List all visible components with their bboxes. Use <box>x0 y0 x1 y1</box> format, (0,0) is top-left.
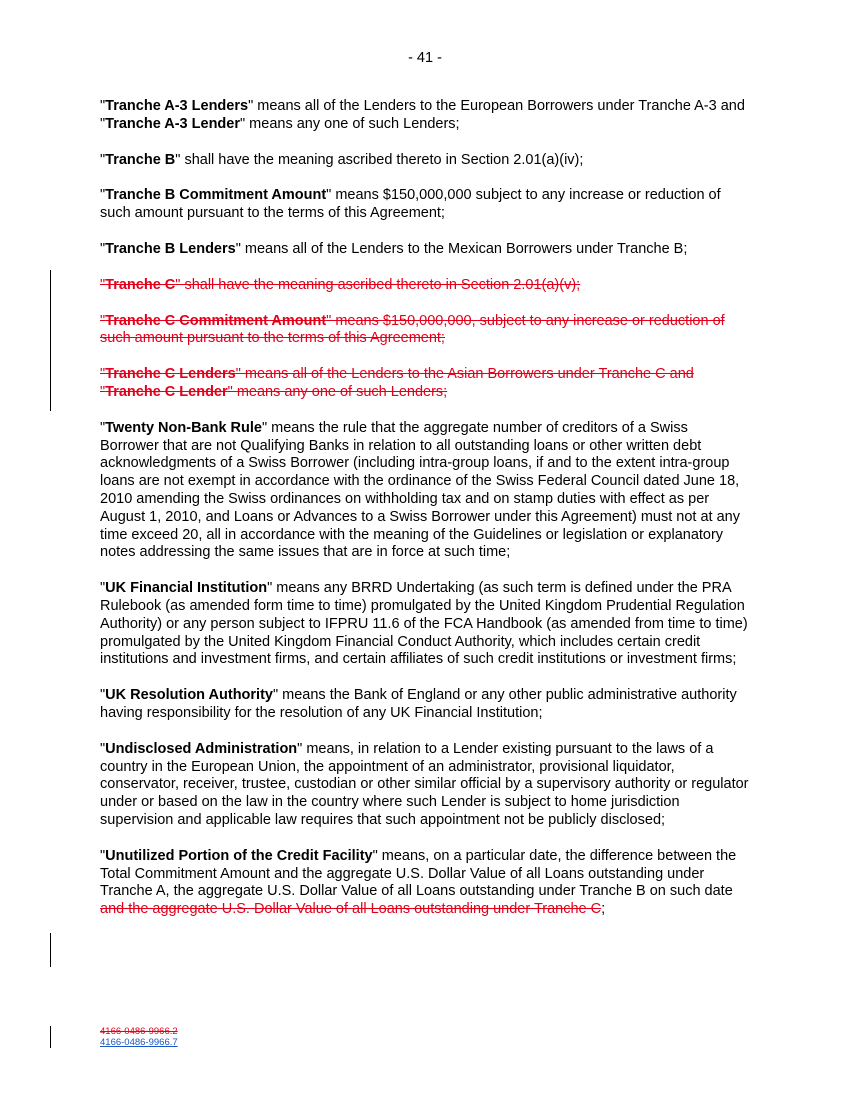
defined-term: Twenty Non-Bank Rule <box>105 419 262 436</box>
new-doc-id: 4166-0486-9966.7 <box>100 1037 178 1048</box>
quote-mark: " <box>100 366 106 383</box>
definition <box>100 187 750 223</box>
definition-text: " means the Bank of England or any other public administrative authority having responsibility for the resolution of any UK Financial Institution; <box>100 687 737 721</box>
definition <box>100 687 750 723</box>
quote-mark: " <box>100 580 106 597</box>
quote-mark: " <box>100 740 106 757</box>
defined-term: Undisclosed Administration <box>105 740 298 757</box>
definition <box>100 152 750 170</box>
definition <box>100 420 750 562</box>
quote-mark: " <box>100 240 106 257</box>
footer-doc-ids <box>100 1026 178 1048</box>
deleted-definition <box>100 313 750 349</box>
defined-term: Tranche B Lenders <box>105 240 236 257</box>
deleted-text: and the aggregate U.S. Dollar Value of all Loans outstanding under Tranche C <box>100 901 602 918</box>
definition <box>100 580 750 669</box>
definition-text: " means any one of such Lenders; <box>240 115 460 132</box>
definition <box>100 848 750 919</box>
deleted-definition <box>100 366 750 402</box>
deleted-definition <box>100 277 750 295</box>
defined-term: Tranche A-3 Lender <box>105 115 240 132</box>
definition-text: " means $150,000,000, subject to any increase or reduction of such amount pursuant to the terms of this Agreement; <box>100 312 725 347</box>
definition-text: " means any one of such Lenders; <box>227 383 448 400</box>
definition-text: " means, on a particular date, the difference between the Total Commitment Amount and the aggregate U.S. Dollar Value of all Loans outstanding under Tranche A, the aggregate U.S. Dollar Value of all Loans outstanding under Tranche B on such date <box>100 847 737 900</box>
quote-mark: " <box>100 312 106 329</box>
old-doc-id: 4166-0486-9966.2 <box>100 1026 178 1037</box>
definition-text: ; <box>601 901 606 918</box>
quote-mark: " <box>100 98 106 114</box>
change-bar <box>50 1026 51 1048</box>
defined-term: Tranche C Commitment Amount <box>105 312 327 329</box>
definition-text: " shall have the meaning ascribed thereto in Section 2.01(a)(iv); <box>175 151 584 168</box>
definition-text: " means all of the Lenders to the Mexican Borrowers under Tranche B; <box>235 240 688 257</box>
quote-mark: " <box>100 687 106 704</box>
defined-term: Tranche C Lenders <box>105 366 236 383</box>
definition-text: " shall have the meaning ascribed thereto in Section 2.01(a)(v); <box>175 276 581 293</box>
quote-mark: " <box>100 276 106 293</box>
defined-term: Tranche B Commitment Amount <box>105 187 327 204</box>
defined-term: Tranche A-3 Lenders <box>105 98 249 114</box>
defined-term: UK Resolution Authority <box>105 687 273 704</box>
quote-mark: " <box>100 419 106 436</box>
definition-text: " means any BRRD Undertaking (as such term is defined under the PRA Rulebook (as amended form time to time) promulgated by the United Kingdom Prudential Regulation Authority) or any person subject to IFPRU 11.6 of the FCA Handbook (as amended from time to time) promulgated by the United Kingdom Financial Conduct Authority, which includes certain credit institutions and investment firms, and certain affiliates of such credit institutions or investment firms; <box>100 580 748 668</box>
document-body <box>100 98 750 937</box>
quote-mark: " <box>100 847 106 864</box>
defined-term: Tranche C Lender <box>105 383 228 400</box>
defined-term: Unutilized Portion of the Credit Facility <box>105 847 373 864</box>
definition-text: " means the rule that the aggregate number of creditors of a Swiss Borrower that are not Qualifying Banks in relation to all outstanding loans or other written debt acknowledgments of a Swiss Borrower (including intra-group loans, if and to the extent intra-group loans are not exempt in accordance with the ordinance of the Swiss Federal Council dated June 18, 2010 amending the Swiss ordinances on withholding tax and on stamp duties with effect as per August 1, 2010, and Loans or Advances to a Swiss Borrower under this Agreement) must not at any time exceed 20, all in accordance with the meaning of the Guidelines or legislation or explanatory notes addressing the same issues that are in force at such time; <box>100 419 740 561</box>
definition <box>100 241 750 259</box>
definition-text: " means $150,000,000 subject to any increase or reduction of such amount pursuant to the terms of this Agreement; <box>100 187 721 222</box>
definition-text: " means all of the Lenders to the Asian Borrowers under Tranche C and " <box>100 366 694 400</box>
page-number: - 41 - <box>408 50 442 66</box>
defined-term: Tranche B <box>105 151 176 168</box>
defined-term: Tranche C <box>105 276 176 293</box>
defined-term: UK Financial Institution <box>105 580 268 597</box>
quote-mark: " <box>100 151 106 168</box>
definition-text: " means all of the Lenders to the European Borrowers under Tranche A-3 and " <box>100 98 745 132</box>
definition <box>100 741 750 830</box>
change-bar <box>50 933 51 967</box>
change-bar <box>50 270 51 411</box>
quote-mark: " <box>100 187 106 204</box>
definition <box>100 98 750 134</box>
definition-text: " means, in relation to a Lender existing pursuant to the laws of a country in the European Union, the appointment of an administrator, provisional liquidator, conservator, receiver, trustee, custodian or other similar official by a supervisory authority or regulator under or based on the law in the country where such Lender is subject to home jurisdiction supervision and applicable law requires that such appointment not be publicly disclosed; <box>100 740 749 828</box>
